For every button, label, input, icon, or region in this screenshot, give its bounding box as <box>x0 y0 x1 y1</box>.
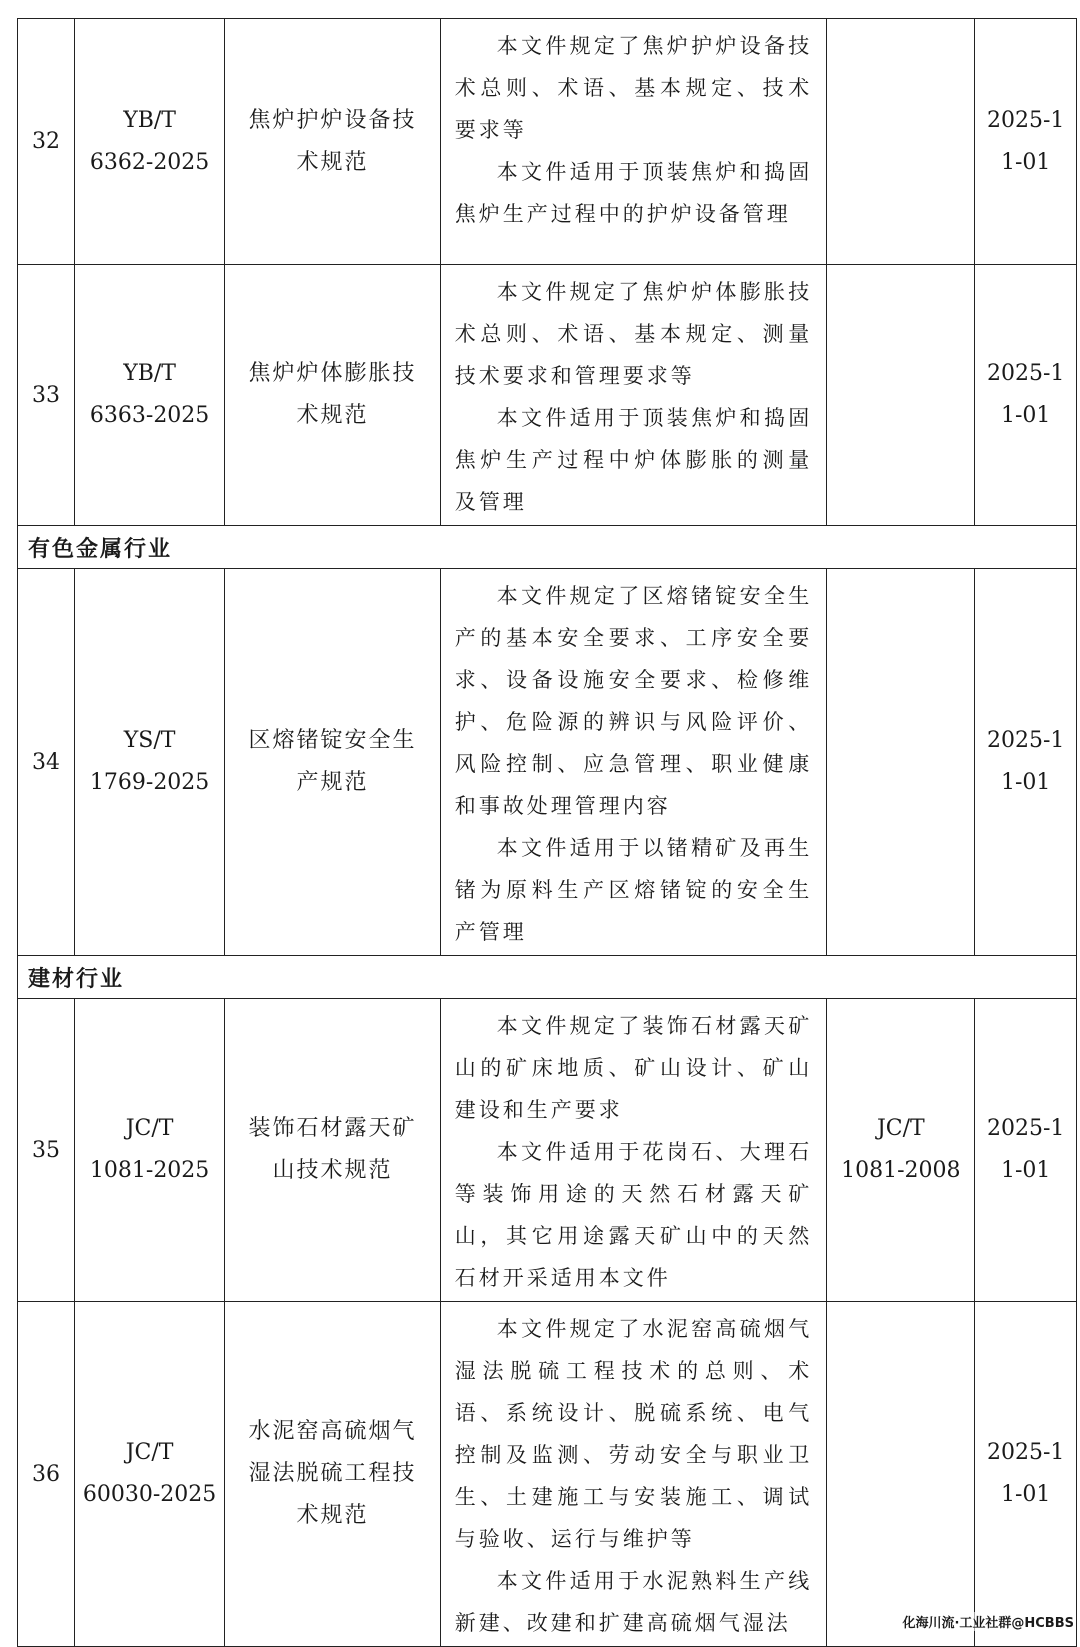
cell-line: 1-01 <box>1000 770 1051 795</box>
cell-line: JC/T <box>125 1116 174 1141</box>
replaced-standard <box>827 1302 975 1647</box>
watermark: 化海川流·工业社群@HCBBS <box>902 1612 1074 1631</box>
cell-line: 1-01 <box>1000 1158 1051 1183</box>
standard-code <box>74 1302 224 1647</box>
section-title: 有色金属行业 <box>18 526 1077 569</box>
table-row <box>18 19 1077 265</box>
standard-code <box>74 999 224 1302</box>
standard-name <box>225 19 441 265</box>
table-body <box>18 19 1077 1647</box>
standards-table <box>17 18 1077 1647</box>
content-paragraph: 本文件规定了区熔锗锭安全生产的基本安全要求、工序安全要求、设备设施安全要求、检修维护、危险源的辨识与风险评价、风险控制、应急管理、职业健康和事故处理管理内容 <box>454 584 813 818</box>
cell-line: 1769-2025 <box>89 770 210 795</box>
section-title: 建材行业 <box>18 956 1077 999</box>
cell-line: 60030-2025 <box>82 1482 217 1507</box>
cell-line: YS/T <box>123 728 176 753</box>
cell-line: 水泥窑高硫烟气 <box>248 1419 417 1444</box>
cell-line: 6362-2025 <box>89 149 210 175</box>
cell-line: YB/T <box>123 107 176 133</box>
replaced-standard <box>827 19 975 265</box>
content-paragraph: 本文件适用于以锗精矿及再生锗为原料生产区熔锗锭的安全生产管理 <box>454 836 813 944</box>
content-paragraph: 本文件适用于顶装焦炉和捣固焦炉生产过程中炉体膨胀的测量及管理 <box>454 406 813 514</box>
cell-line: 1081-2025 <box>89 1158 210 1183</box>
cell-line: 6363-2025 <box>89 403 210 428</box>
effective-date <box>975 265 1077 526</box>
cell-line: 焦炉护炉设备技 <box>248 107 417 133</box>
content-paragraph: 本文件规定了焦炉护炉设备技术总则、术语、基本规定、技术要求等 <box>454 34 813 142</box>
standard-name <box>225 265 441 526</box>
row-number: 34 <box>18 569 75 956</box>
standard-content <box>440 999 827 1302</box>
row-number: 33 <box>18 265 75 526</box>
content-paragraph: 本文件规定了装饰石材露天矿山的矿床地质、矿山设计、矿山建设和生产要求 <box>454 1014 813 1122</box>
table-row <box>18 1302 1077 1647</box>
content-paragraph: 本文件适用于水泥熟料生产线新建、改建和扩建高硫烟气湿法 <box>454 1569 813 1635</box>
replaced-standard <box>827 265 975 526</box>
cell-line: 2025-1 <box>986 1440 1065 1465</box>
cell-line: 2025-1 <box>986 107 1065 133</box>
standard-content <box>440 19 827 265</box>
cell-line: 1-01 <box>1000 149 1051 175</box>
cell-line: 1-01 <box>1000 1482 1051 1507</box>
standard-code <box>74 569 224 956</box>
standard-content <box>440 265 827 526</box>
standard-content <box>440 569 827 956</box>
cell-line: 湿法脱硫工程技 <box>248 1461 417 1486</box>
standard-code <box>74 19 224 265</box>
cell-line: 2025-1 <box>986 728 1065 753</box>
effective-date <box>975 19 1077 265</box>
cell-line: 术规范 <box>296 403 369 428</box>
cell-line: 1-01 <box>1000 403 1051 428</box>
replaced-standard <box>827 999 975 1302</box>
section-header-row <box>18 956 1077 999</box>
cell-line: 焦炉炉体膨胀技 <box>248 361 417 386</box>
cell-line: 装饰石材露天矿 <box>248 1116 417 1141</box>
content-paragraph: 本文件适用于顶装焦炉和捣固焦炉生产过程中的护炉设备管理 <box>454 160 813 226</box>
standard-code <box>74 265 224 526</box>
standard-name <box>225 569 441 956</box>
table-row <box>18 999 1077 1302</box>
standard-name <box>225 999 441 1302</box>
cell-line: 山技术规范 <box>272 1158 393 1183</box>
content-paragraph: 本文件规定了焦炉炉体膨胀技术总则、术语、基本规定、测量技术要求和管理要求等 <box>454 280 813 388</box>
standard-name <box>225 1302 441 1647</box>
cell-line: 术规范 <box>296 149 369 175</box>
row-number: 36 <box>18 1302 75 1647</box>
table-row <box>18 265 1077 526</box>
cell-line: YB/T <box>123 361 176 386</box>
effective-date <box>975 1302 1077 1647</box>
section-header-row <box>18 526 1077 569</box>
cell-line: 术规范 <box>296 1503 369 1528</box>
effective-date <box>975 569 1077 956</box>
content-paragraph: 本文件适用于花岗石、大理石等装饰用途的天然石材露天矿山，其它用途露天矿山中的天然石材开采适用本文件 <box>454 1140 813 1290</box>
cell-line: 区熔锗锭安全生 <box>248 728 417 753</box>
cell-line: 2025-1 <box>986 361 1065 386</box>
replaced-standard <box>827 569 975 956</box>
standard-content <box>440 1302 827 1647</box>
cell-line: 1081-2008 <box>841 1158 961 1183</box>
table-row <box>18 569 1077 956</box>
cell-line: 2025-1 <box>986 1116 1065 1141</box>
cell-line: 产规范 <box>296 770 369 795</box>
effective-date <box>975 999 1077 1302</box>
row-number: 32 <box>18 19 75 265</box>
cell-line: JC/T <box>876 1116 925 1141</box>
row-number: 35 <box>18 999 75 1302</box>
content-paragraph: 本文件规定了水泥窑高硫烟气湿法脱硫工程技术的总则、术语、系统设计、脱硫系统、电气控制及监测、劳动安全与职业卫生、土建施工与安装施工、调试与验收、运行与维护等 <box>454 1317 813 1551</box>
cell-line: JC/T <box>125 1440 174 1465</box>
